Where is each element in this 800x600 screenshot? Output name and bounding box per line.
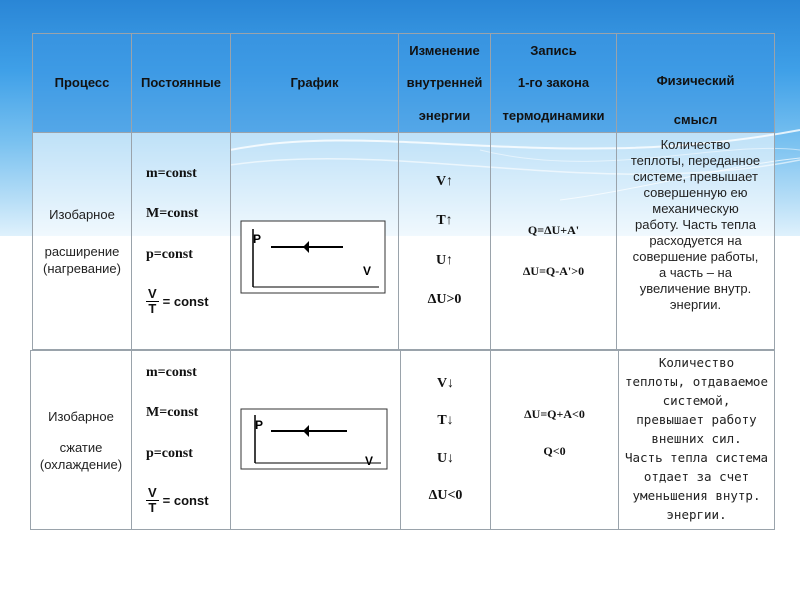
process-name: Изобарное (49, 206, 115, 222)
ratio-formula: $\frac{V}{T}$ = const (148, 484, 209, 515)
pv-graph (231, 351, 401, 529)
process-type: расширение (44, 243, 120, 259)
v-axis-label: V (365, 454, 374, 468)
process-detail: (охлаждение) (39, 456, 123, 472)
thermo-table-top (32, 33, 775, 350)
header-process: Процесс (33, 34, 132, 133)
changes-cell: V↑ T↑ U↑ ΔU>0 (399, 133, 491, 350)
header-graph: График (231, 34, 399, 133)
meaning-cell: Количество теплоты, отдаваемое системой, превышает работу внешних сил. Часть тепла система отдает за счет уменьшения внутр. энергии. (619, 351, 775, 530)
header-physical-meaning: Физический смысл (617, 34, 775, 133)
process-type: сжатие (59, 439, 103, 455)
thermo-table-bottom (30, 350, 775, 530)
header-internal-energy: Изменение внутренней энергии (399, 34, 491, 133)
process-cell (33, 133, 132, 350)
ratio-formula: $\frac{V}{T}$ = const (148, 285, 209, 316)
pv-graph (231, 133, 399, 349)
header-row (33, 34, 775, 133)
constants-cell: m=const M=const p=const $\frac{V}{T}$ = const (132, 133, 231, 350)
law-cell: ΔU=Q+A<0 Q<0 (491, 351, 619, 530)
law-cell: Q=ΔU+A' ΔU=Q-A'>0 (491, 133, 617, 350)
p-axis-label: P (255, 418, 264, 432)
graph-cell (231, 351, 401, 530)
process-detail: (нагревание) (43, 260, 121, 276)
meaning-cell: Количество теплоты, переданное системе, превышает совершенную ею механическую работу. Часть тепла расходуется на совершение работы, а часть – на увеличение внутр. энергии. (617, 133, 775, 350)
changes-cell: V↓ T↓ U↓ ΔU<0 (401, 351, 491, 530)
p-axis-label: P (253, 232, 262, 246)
graph-cell (231, 133, 399, 350)
v-axis-label: V (363, 264, 372, 278)
header-first-law: Запись 1-го закона термодинамики (491, 34, 617, 133)
process-name: Изобарное (48, 408, 114, 424)
process-cell (31, 351, 132, 530)
header-constants: Постоянные (132, 34, 231, 133)
constants-cell: m=const M=const p=const $\frac{V}{T}$ = const (132, 351, 231, 530)
table-row (31, 351, 775, 530)
table-row (33, 133, 775, 350)
